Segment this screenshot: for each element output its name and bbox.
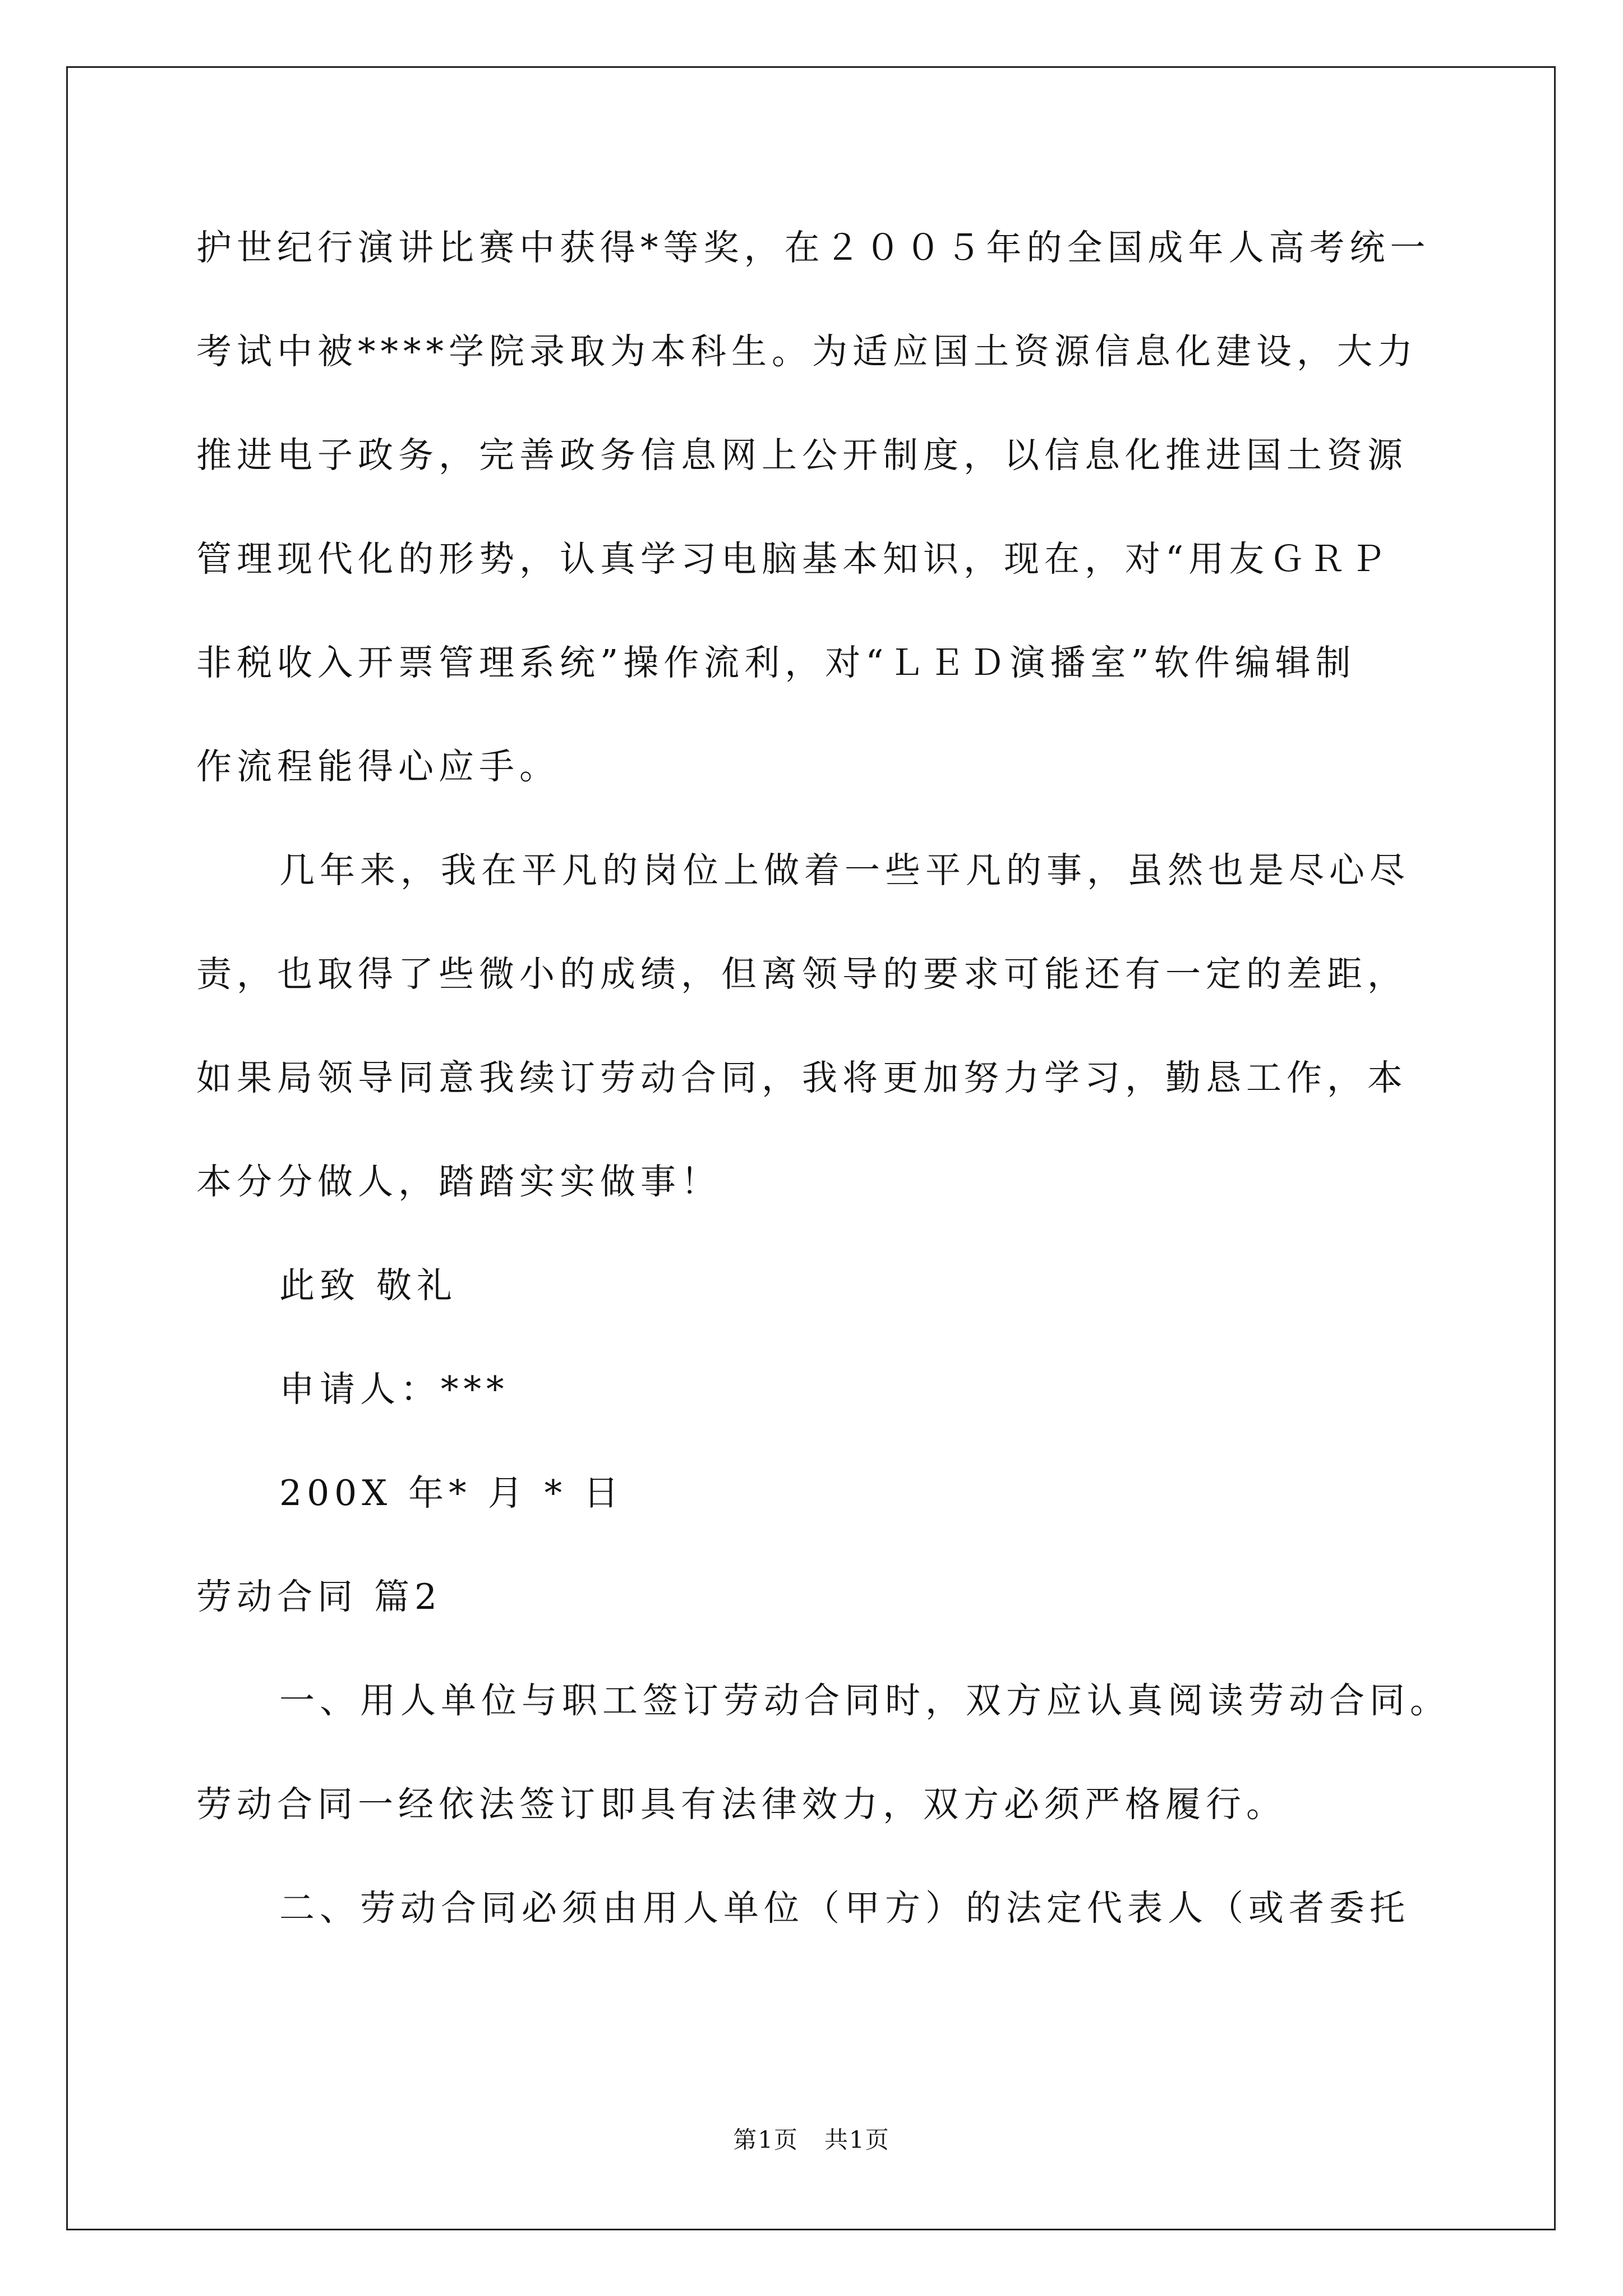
paragraph-line: 非税收入开票管理系统”操作流利，对“ＬＥＤ演播室”软件编辑制 [196,642,1356,683]
paragraph-line: 劳动合同一经依法签订即具有法律效力，双方必须严格履行。 [196,1784,1287,1825]
paragraph-line: 责，也取得了些微小的成绩，但离领导的要求可能还有一定的差距， [196,954,1408,995]
section-heading: 劳动合同 篇2 [196,1576,442,1617]
paragraph-line: 如果局领导同意我续订劳动合同，我将更加努力学习，勤恳工作，本 [196,1057,1408,1098]
closing-salutation: 此致 敬礼 [279,1265,458,1306]
page-number-footer: 第1页 共1页 [733,2126,890,2154]
paragraph-line: 作流程能得心应手。 [196,746,560,787]
paragraph-line: 考试中被****学院录取为本科生。为适应国土资源信息化建设，大力 [196,331,1418,372]
applicant-signature: 申请人：*** [279,1369,509,1410]
paragraph-line: 一、用人单位与职工签订劳动合同时，双方应认真阅读劳动合同。 [279,1680,1450,1721]
paragraph-line: 推进电子政务，完善政务信息网上公开制度，以信息化推进国土资源 [196,435,1408,476]
paragraph-line: 管理现代化的形势，认真学习电脑基本知识，现在，对“用友ＧＲＰ [196,539,1391,579]
paragraph-line: 几年来，我在平凡的岗位上做着一些平凡的事，虽然也是尽心尽 [279,850,1410,891]
signature-date: 200X 年* 月 * 日 [279,1473,624,1513]
paragraph-line: 本分分做人，踏踏实实做事！ [196,1161,721,1202]
paragraph-line: 二、劳动合同必须由用人单位（甲方）的法定代表人（或者委托 [279,1888,1410,1929]
paragraph-line: 护世纪行演讲比赛中获得*等奖，在２００５年的全国成年人高考统一 [196,227,1431,268]
